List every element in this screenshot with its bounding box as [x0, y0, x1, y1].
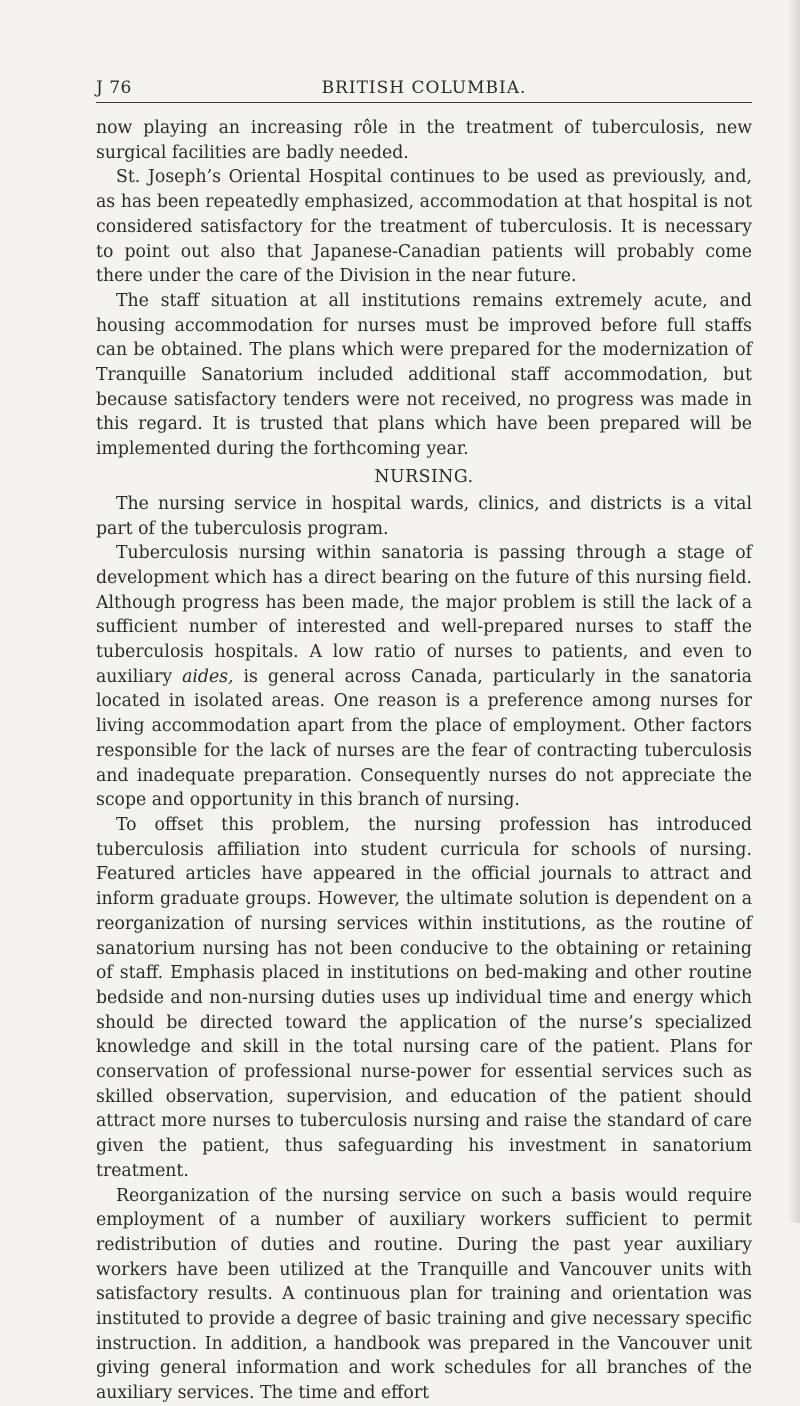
page-header — [96, 72, 752, 102]
paragraph-text-part: Tuberculosis nursing within sanatoria is passing through a stage of development which has a direct bearing on the future of this nursing field. Although progress has been made, the major problem is still the lack of a sufficient number of interested and well-prepared nurses to staff the tuberculosis hospitals. A low ratio of nurses to patients, and even to auxiliary — [96, 543, 752, 687]
paragraph-oriental-hospital: St. Joseph’s Oriental Hospital continues to be used as previously, and, as has been repeatedly emphasized, accommodation at that hospital is not considered satisfactory for the treatment of tuberculosis. It is necessary to point out also that Japanese-Canadian patients will probably come there under the care of the Division in the near future. — [96, 167, 752, 287]
paragraph-tuberculosis-nursing — [96, 541, 752, 813]
paragraph-staff-situation: The staff situation at all institutions remains extremely acute, and housing accommodation for nurses must be improved before full staffs can be obtained. The plans which were prepared for the modernization of Tranquille Sanatorium included additional staff accommodation, but because satisfactory tenders were not received, no progress was made in this regard. It is trusted that plans which have been prepared will be implemented during the forthcoming year. — [96, 290, 752, 460]
paragraph-reorganization: Reorganization of the nursing service on such a basis would require employment of a number of auxiliary workers sufficient to permit redistribution of duties and routine. During the past year auxiliary workers have been utilized at the Tranquille and Vancouver units with satisfactory results. A continuous plan for training and orientation was instituted to provide a degree of basic training and give necessary specific instruction. In addition, a handbook was prepared in the Vancouver unit giving general information and work schedules for all branches of the auxiliary services. The time and effort — [96, 1185, 752, 1404]
section-heading-nursing: NURSING. — [374, 466, 474, 487]
paragraph-continued: now playing an increasing rôle in the treatment of tuberculosis, new surgical facilities are badly needed. — [96, 118, 752, 163]
page-body — [96, 116, 752, 1406]
page-edge-shadow — [788, 0, 800, 1223]
running-head: BRITISH COLUMBIA. — [321, 78, 527, 98]
page-number: J 76 — [96, 78, 132, 98]
paragraph-nursing-service: The nursing service in hospital wards, clinics, and districts is a vital part of the tuberculosis program. — [96, 493, 752, 539]
italic-term-aides: aides, — [182, 666, 234, 687]
paragraph-offset-problem: To offset this problem, the nursing profession has introduced tuberculosis affiliation into student curricula for schools of nursing. Featured articles have appeared in the official journals to attract and inform graduate groups. However, the ultimate solution is dependent on a reorganization of nursing services within institutions, as the routine of sanatorium nursing has not been conducive to the obtaining or retaining of staff. Emphasis placed in institutions on bed-making and other routine bedside and non-nursing duties uses up individual time and energy which should be directed toward the application of the nurse’s specialized knowledge and skill in the total nursing care of the patient. Plans for conservation of professional nurse-power for essential services such as skilled observation, supervision, and education of the patient should attract more nurses to tuberculosis nursing and raise the standard of care given the patient, thus safeguarding his investment in sanatorium treatment. — [96, 814, 752, 1181]
paragraph-text-part: is general across Canada, particularly in the sanatoria located in isolated areas. One reason is a preference among nurses for living accommodation apart from the place of employment. Other factors responsible for the lack of nurses are the fear of contracting tuberculosis and inadequate preparation. Consequently nurses do not appreciate the scope and opportunity in this branch of nursing. — [96, 666, 752, 811]
header-rule — [96, 102, 752, 103]
